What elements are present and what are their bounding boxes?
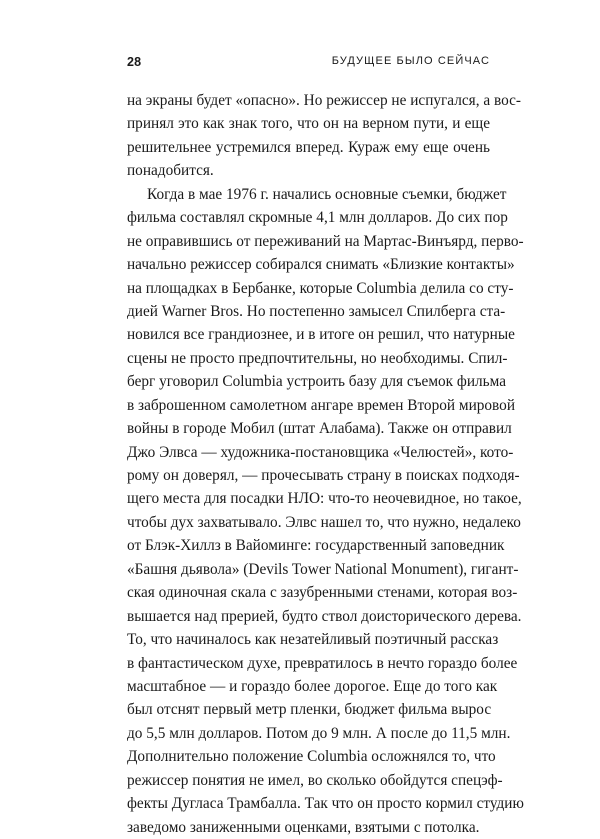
text-line: на площадках в Бербанке, которые Columbia делила со сту- <box>127 279 514 297</box>
text-line: вышается над прерией, будто ствол доисторического дерева. <box>127 607 522 625</box>
text-line: решительнее устремился вперед. Кураж ему еще очень <box>127 138 490 156</box>
text-line: Джо Элвса — художника-постановщика «Челюстей», кото- <box>127 443 514 461</box>
text-line: фильма составлял скромные 4,1 млн долларов. До сих пор <box>127 209 508 227</box>
text-line: сцены не просто предпочтительны, но необходимы. Спил- <box>127 349 508 367</box>
page-header <box>127 55 490 75</box>
text-line: был отснят первый метр пленки, бюджет фильма вырос <box>127 701 492 719</box>
text-line: «Башня дьявола» (Devils Tower National Monument), гигант- <box>127 560 519 578</box>
text-line: принял это как знак того, что он на верном пути, и еще <box>127 115 490 133</box>
text-line: заведомо заниженными оценками, взятыми с потолка. <box>127 818 480 836</box>
text-line: чтобы дух захватывало. Элвс нашел то, что нужно, недалеко <box>127 513 521 531</box>
text-line: Когда в мае 1976 г. начались основные съемки, бюджет <box>147 185 507 203</box>
text-line: войны в городе Мобил (штат Алабама). Также он отправил <box>127 420 512 438</box>
text-line: дией Warner Bros. Но постепенно замысел Спилберга ста- <box>127 302 506 320</box>
text-line: берг уговорил Columbia устроить базу для съемок фильма <box>127 373 506 391</box>
paragraph-1 <box>127 89 521 183</box>
text-line: Дополнительно положение Columbia осложнялся то, что <box>127 748 496 766</box>
text-line: до 5,5 млн долларов. Потом до 9 млн. А после до 11,5 млн. <box>127 724 511 742</box>
text-line: на экраны будет «опасно». Но режиссер не испугался, а вос- <box>127 92 521 109</box>
text-line: масштабное — и гораздо более дорогое. Еще до того как <box>127 677 498 695</box>
text-line: от Блэк-Хиллз в Вайоминге: государственный заповедник <box>127 537 505 555</box>
paragraph-2 <box>127 183 524 839</box>
text-line: То, что начиналось как незатейливый поэтичный рассказ <box>127 631 499 649</box>
text-line: в заброшенном самолетном ангаре времен Второй мировой <box>127 396 516 414</box>
text-line: ская одиночная скала с зазубренными стенами, которая воз- <box>127 584 518 602</box>
text-line: в фантастическом духе, превратилось в нечто гораздо более <box>127 654 518 672</box>
text-line: не оправившись от переживаний на Мартас-Винъярд, перво- <box>127 232 524 250</box>
page-number: 28 <box>127 55 142 69</box>
running-title: БУДУЩЕЕ БЫЛО СЕЙЧАС <box>331 55 490 67</box>
text-line: начально режиссер собирался снимать «Близкие контакты» <box>127 256 515 274</box>
text-line: фекты Дугласа Трамбалла. Так что он просто кормил студию <box>127 795 524 813</box>
text-line: понадобится. <box>127 162 214 180</box>
text-line: режиссер понятия не имел, во сколько обойдутся спецэф- <box>127 771 503 789</box>
text-line: рому он доверял, — прочесывать страну в поисках подходя- <box>127 467 520 484</box>
text-line: новился все грандиознее, и в итоге он решил, что натурные <box>127 326 515 344</box>
body-text <box>127 89 524 839</box>
text-line: щего места для посадки НЛО: что-то неочевидное, но такое, <box>127 490 522 508</box>
